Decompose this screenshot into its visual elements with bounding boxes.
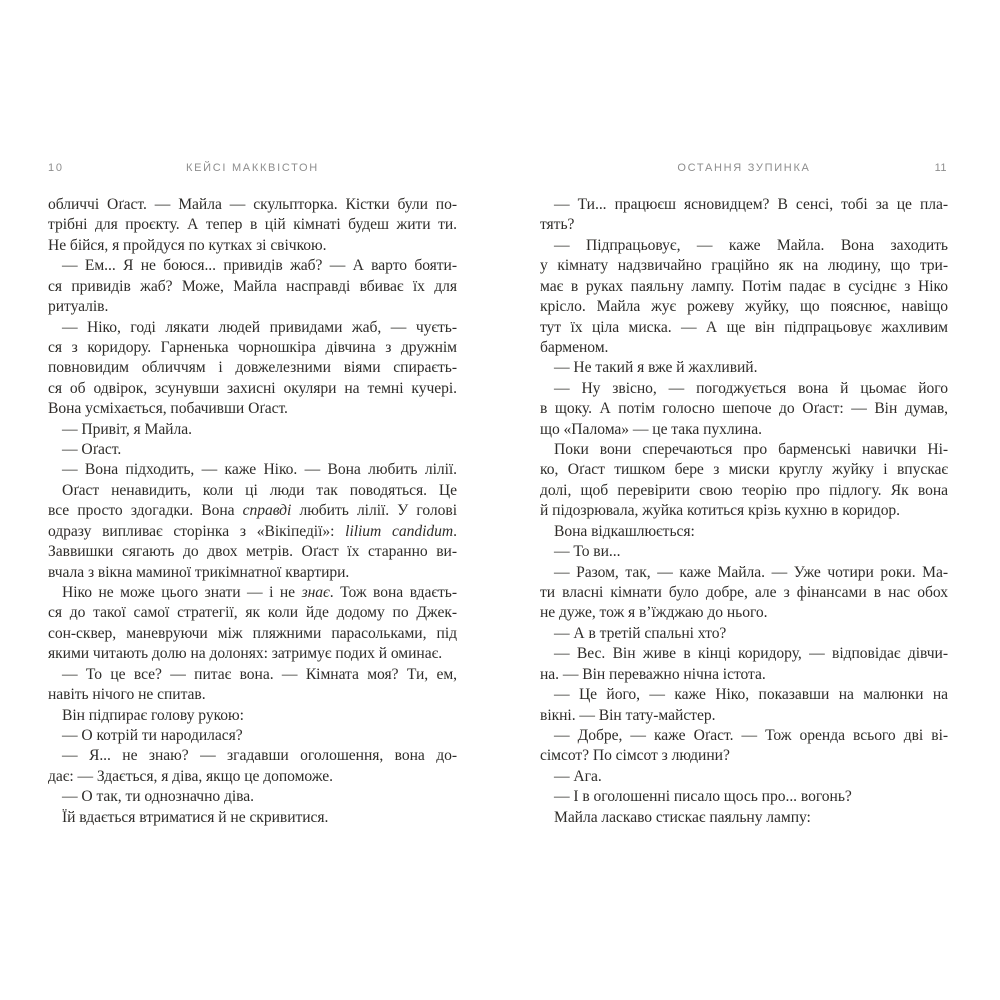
text-line: — Ніко, годі лякати людей привидами жаб, — чуєть-	[62, 318, 457, 336]
text-line: одразу випливає сторінка з «Вікіпедії»: lilium candidum.	[48, 522, 457, 540]
text-line: все просто здогадки. Вона справді любить лілії. У голові	[48, 502, 457, 520]
text-line: — Це його, — каже Ніко, показавши на малюнки на	[554, 686, 948, 704]
text-line: — Вес. Він живе в кінці коридору, — відповідає дівчи-	[554, 645, 948, 663]
text-line: ся до такої самої стратегії, як коли йде додому по Джек-	[48, 604, 457, 622]
page-number-left: 10	[48, 162, 64, 174]
text-line: — Ти... працюєш ясновидцем? В сенсі, тобі за це пла-	[554, 196, 948, 213]
text-line: Не бійся, я пройдуся по кутках зі свічкою.	[48, 236, 327, 254]
text-line: тять?	[540, 216, 575, 234]
text-line: долі, щоб перевірити свою теорію про підлогу. Як вона	[540, 481, 948, 499]
running-header-author: КЕЙСІ МАККВІСТОН	[186, 162, 319, 174]
text-line: — Ем... Я не боюся... привидів жаб? — А варто бояти-	[62, 257, 457, 275]
text-line: має в руках паяльну лампу. Потім падає в сусіднє з Ніко	[540, 277, 948, 295]
text-line: трібні для проєкту. А тепер в цій кімнаті будеш жити ти.	[48, 216, 457, 234]
text-line: якими читають долю на долонях: затримує подих й оминає.	[48, 645, 443, 663]
text-line: крісло. Майла жує рожеву жуйку, що пояснює, навіщо	[540, 298, 948, 316]
text-line: — Ага.	[554, 767, 602, 785]
text-line: — Не такий я вже й жахливий.	[554, 359, 758, 377]
text-line: — Разом, так, — каже Майла. — Уже чотири роки. Ма-	[554, 563, 948, 581]
text-line: й підозрювала, жуйка котиться крізь кухню в коридор.	[540, 502, 901, 520]
text-line: у кімнату надзвичайно граційно як на людину, що три-	[540, 257, 948, 275]
text-line: — То це все? — питає вона. — Кімната моя? Ти, ем,	[62, 665, 457, 683]
text-line: — Підпрацьовує, — каже Майла. Вона заходить	[554, 236, 948, 254]
italic-text: знає	[301, 584, 330, 602]
text-line: на. — Він переважно нічна істота.	[540, 665, 766, 683]
text-line: Поки вони сперечаються про барменські навички Ні-	[554, 441, 948, 459]
text-line: — Вона підходить, — каже Ніко. — Вона любить лілії.	[62, 461, 457, 479]
text-line: повновидим обличчям і довжелезними віями спираєть-	[48, 359, 457, 377]
italic-text: справді	[242, 502, 292, 520]
text-line: Їй вдається втриматися й не скривитися.	[62, 808, 329, 826]
text-line: Ніко не може цього знати — і не знає. Тож вона вдаєть-	[62, 584, 457, 602]
text-line: — А в третій спальні хто?	[554, 624, 727, 642]
text-line: — Оґаст.	[62, 441, 122, 459]
text-line: — Привіт, я Майла.	[62, 420, 192, 438]
text-line: Майла ласкаво стискає паяльну лампу:	[554, 808, 811, 826]
text-line: — То ви...	[554, 543, 621, 561]
text-line: — О котрій ти народилася?	[62, 726, 243, 744]
text-line: ся об одвірок, зсунувши захисні окуляри на темні кучері.	[48, 379, 457, 397]
text-line: барменом.	[540, 338, 609, 356]
text-line: сімсот? По сімсот з людини?	[540, 747, 730, 765]
text-line: — І в оголошенні писало щось про... вогонь?	[554, 788, 852, 806]
text-line: навіть нічого не спитав.	[48, 686, 206, 704]
text-line: тут їх ціла миска. — А ще він підпрацьовує жахливим	[540, 318, 948, 336]
text-line: — Добре, — каже Оґаст. — Тож оренда всього дві ві-	[554, 726, 948, 744]
left-page-text-column	[48, 195, 457, 828]
text-line: ритуалів.	[48, 298, 109, 316]
text-line: — Я... не знаю? — згадавши оголошення, вона до-	[62, 747, 457, 765]
page-number-right: 11	[934, 162, 947, 174]
text-line: вікні. — Він тату-майстер.	[540, 706, 716, 724]
text-line: ся привидів жаб? Може, Майла насправді вбиває їх для	[48, 277, 457, 295]
text-line: що «Палома» — це така пухлина.	[540, 420, 762, 438]
text-line: вчала з вікна маминої трикімнатної квартири.	[48, 563, 350, 581]
text-line: — О так, ти однозначно діва.	[62, 788, 254, 806]
text-line: в щоку. А потім голосно шепоче до Оґаст: — Він думав,	[540, 400, 948, 418]
text-line: — Ну звісно, — погоджується вона й цьомає його	[554, 379, 948, 397]
text-line: не дуже, тож я в’їжджаю до нього.	[540, 604, 768, 622]
italic-text: lilium candidum	[345, 522, 454, 540]
right-page-text-column	[540, 195, 948, 828]
text-line: Він підпирає голову рукою:	[62, 706, 244, 724]
text-line: обличчі Оґаст. — Майла — скульпторка. Кістки були по-	[48, 196, 457, 213]
running-header-title: ОСТАННЯ ЗУПИНКА	[677, 162, 811, 174]
text-line: ти власні кімнати було добре, але з фінансами в нас обох	[540, 584, 948, 602]
text-line: Заввишки сягають до двох метрів. Оґаст їх старанно ви-	[48, 543, 457, 561]
text-line: ся з коридору. Гарненька чорношкіра дівчина з дружнім	[48, 338, 457, 356]
text-line: Вона відкашлюється:	[554, 522, 695, 540]
text-line: дає: — Здається, я діва, якщо це допоможе.	[48, 767, 334, 785]
text-line: сон-сквер, маневруючи між пляжними парасольками, під	[48, 624, 457, 642]
text-line: Вона усміхається, побачивши Оґаст.	[48, 400, 288, 418]
text-line: ко, Оґаст тишком бере з миски круглу жуйку і впускає	[540, 461, 948, 479]
text-line: Оґаст ненавидить, коли ці люди так поводяться. Це	[62, 481, 457, 499]
